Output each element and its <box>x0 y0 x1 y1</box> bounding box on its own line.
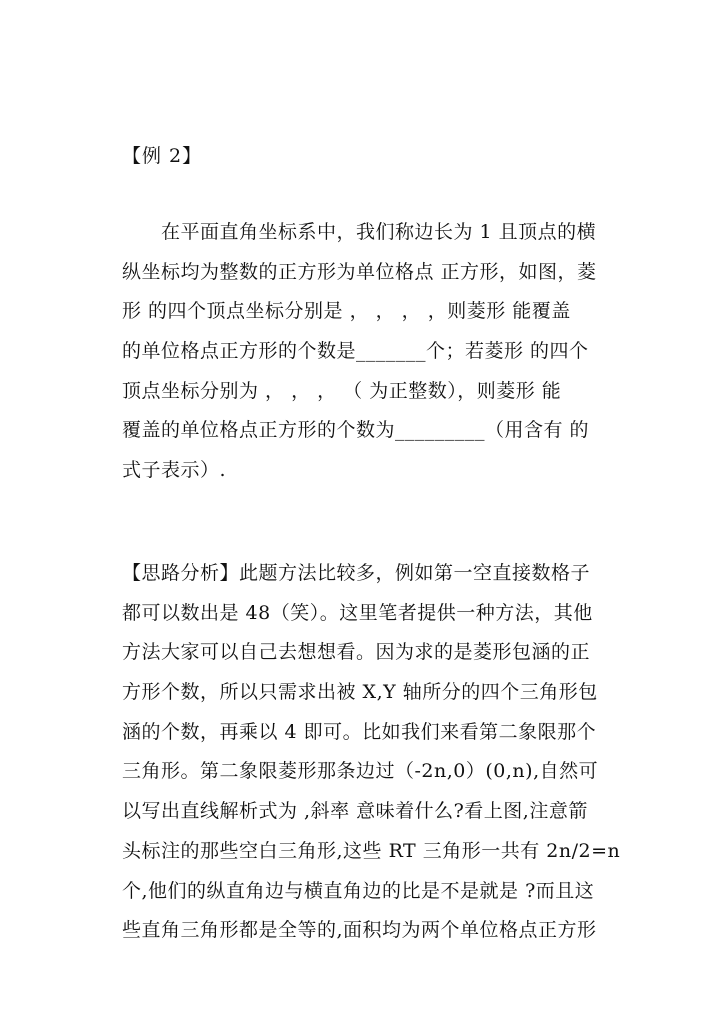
analysis-line: 三角形。第二象限菱形那条边过（-2n,0）(0,n),自然可 <box>122 760 599 783</box>
analysis-line: 方法大家可以自己去想想看。因为求的是菱形包涵的正 <box>122 641 591 664</box>
analysis-line: 以写出直线解析式为 ,斜率 意味着什么?看上图,注意箭 <box>122 800 588 823</box>
analysis-line: 涵的个数，再乘以 4 即可。比如我们来看第二象限那个 <box>122 720 597 743</box>
analysis-line: 【思路分析】此题方法比较多，例如第一空直接数格子 <box>122 562 591 584</box>
example-heading: 【例 2】 <box>122 145 203 167</box>
problem-line: 顶点坐标分别为 ， ， ， （ 为正整数），则菱形 能 <box>122 379 562 402</box>
problem-line: 式子表示）. <box>122 459 227 482</box>
problem-line: 形 的四个顶点坐标分别是 ， ， ， ，则菱形 能覆盖 <box>122 300 571 323</box>
analysis-line: 都可以数出是 48（笑）。这里笔者提供一种方法，其他 <box>122 601 593 624</box>
problem-line: 在平面直角坐标系中，我们称边长为 1 且顶点的横 <box>122 221 597 243</box>
problem-line: 的单位格点正方形的个数是_______个；若菱形 的四个 <box>122 340 589 363</box>
analysis-paragraph <box>122 554 621 951</box>
analysis-line: 个,他们的纵直角边与横直角边的比是不是就是 ?而且这 <box>122 879 595 902</box>
problem-line: 纵坐标均为整数的正方形为单位格点 正方形，如图，菱 <box>122 260 597 283</box>
analysis-line: 头标注的那些空白三角形,这些 RT 三角形一共有 2n/2=n <box>122 839 621 862</box>
analysis-line: 些直角三角形都是全等的,面积均为两个单位格点正方形 <box>122 919 597 942</box>
problem-paragraph <box>122 213 602 491</box>
problem-line: 覆盖的单位格点正方形的个数为_________（用含有 的 <box>122 419 590 442</box>
analysis-line: 方形个数，所以只需求出被 X,Y 轴所分的四个三角形包 <box>122 681 598 704</box>
